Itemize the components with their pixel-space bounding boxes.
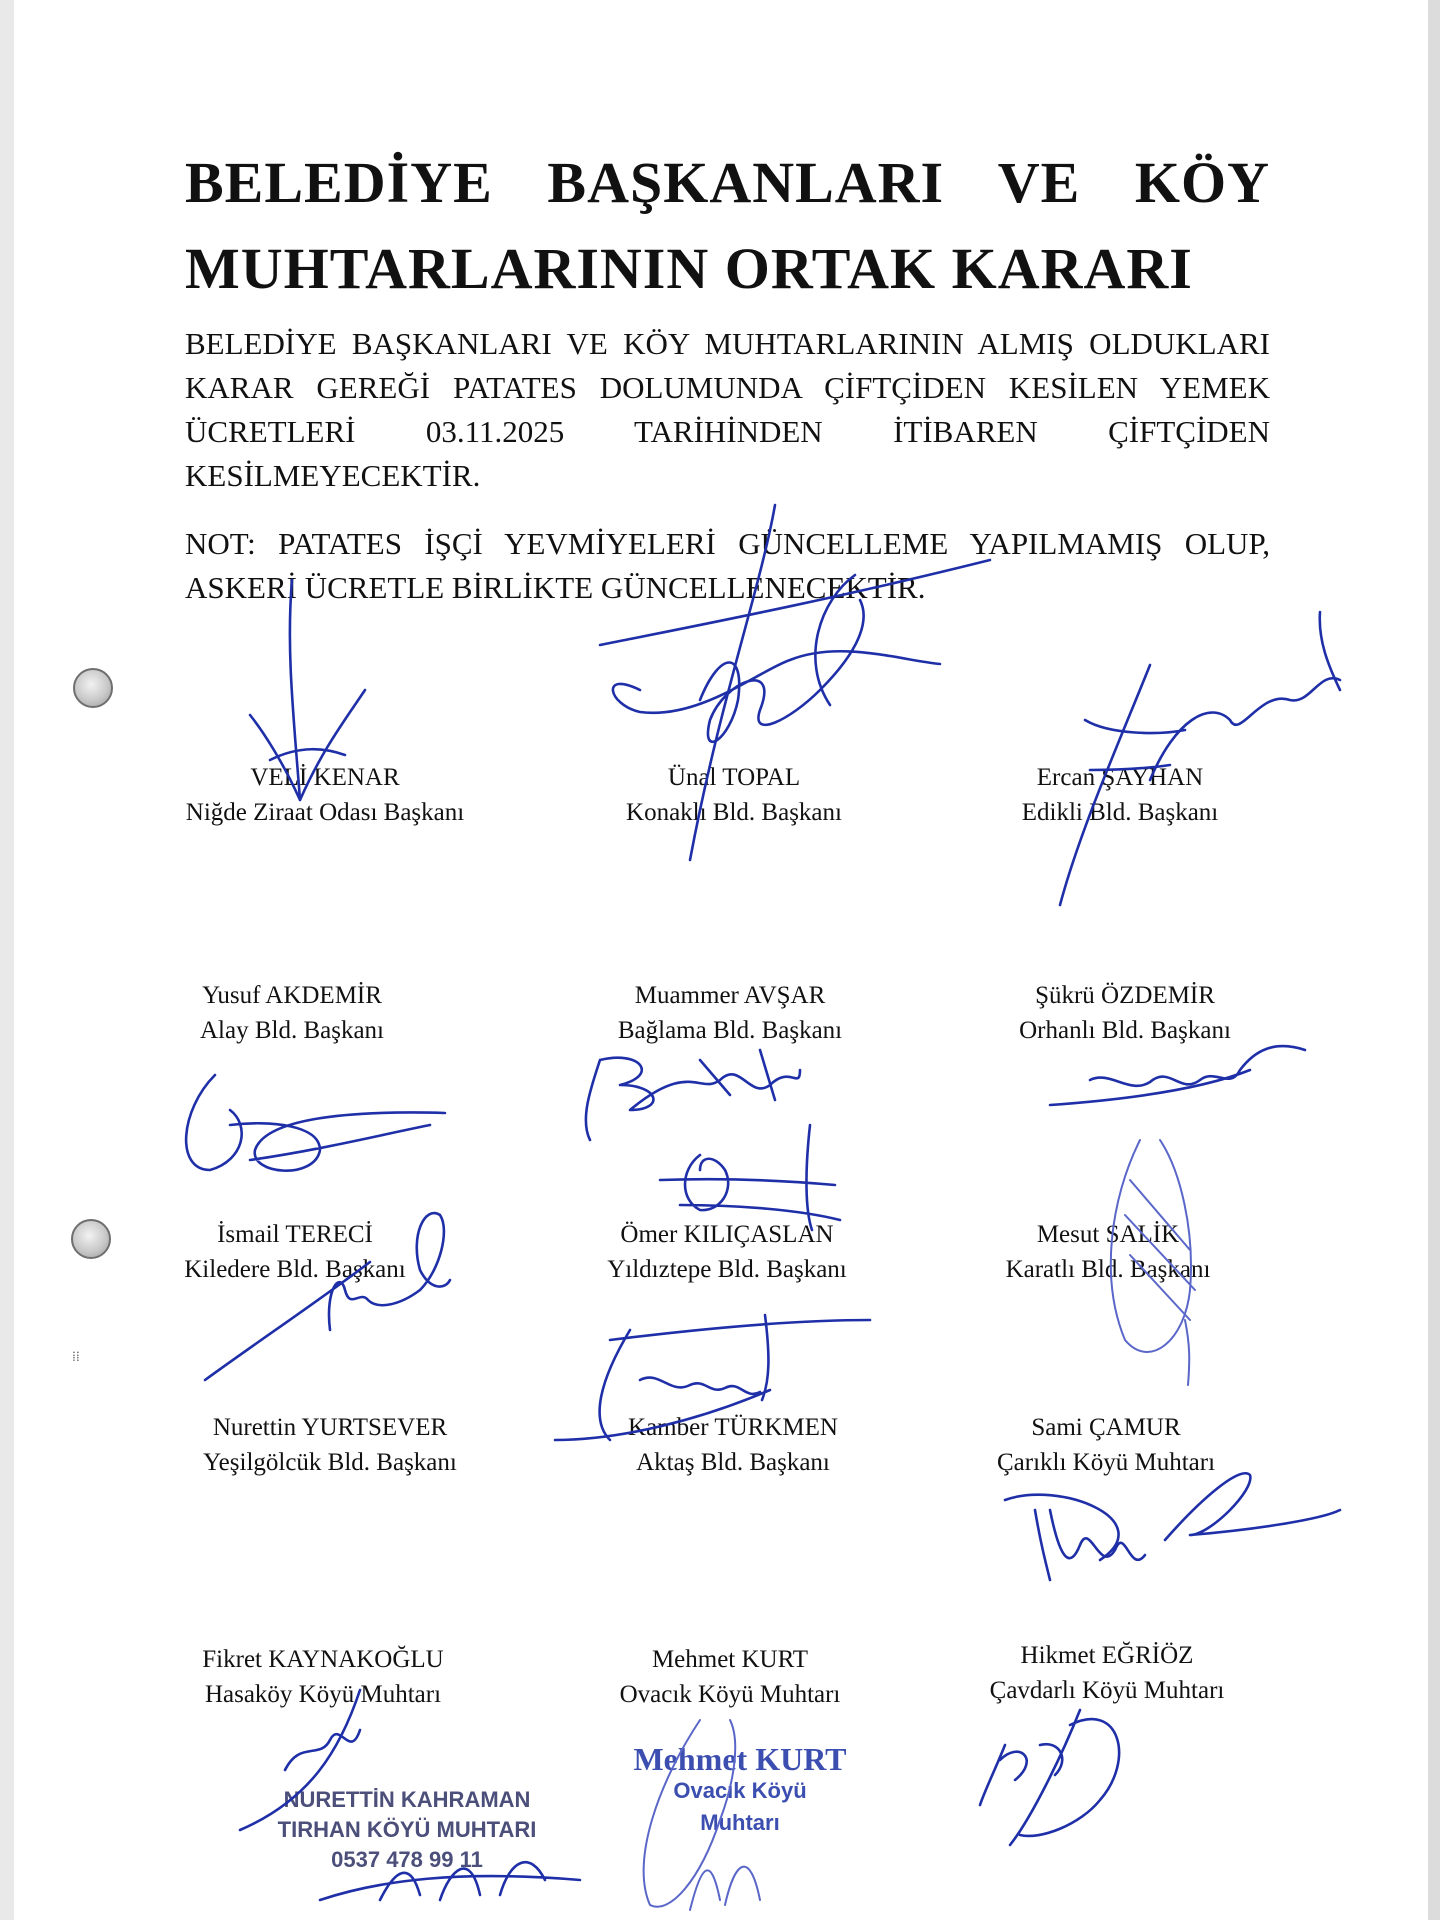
decision-body: BELEDİYE BAŞKANLARI VE KÖY MUHTARLARININ ALMIŞ OLDUKLARI KARAR GEREĞİ PATATES DOLUMUNDA ÇİFTÇİDEN KESİLEN YEMEK ÜCRETLERİ 03.11.2025 TARİHİNDEN İTİBAREN ÇİFTÇİDEN KESİLMEYECEKTİR. [185,326,1270,493]
signatory-title: Karatlı Bld. Başkanı [1005,1256,1211,1283]
signatory-mehmet-kurt [540,1642,920,1712]
signatory-title: Ovacık Köyü Muhtarı [619,1681,841,1708]
stamp-line: TIRHAN KÖYÜ MUHTARI [277,1817,537,1842]
signatory-mesut-salik [918,1217,1298,1287]
paper-speck: ⁞⁞ [72,1350,80,1365]
signature-yusuf-akdemir [186,1075,445,1171]
signature-muammer-avsar [586,1050,800,1140]
signatory-title: Edikli Bld. Başkanı [1021,799,1219,826]
signatory-name: Mesut SALİK [1036,1221,1180,1248]
signatory-ismail-tereci [105,1217,485,1287]
signatory-veli-kenar [135,760,515,830]
title-line-1: BELEDİYE BAŞKANLARI VE KÖY [185,150,1270,215]
stamp-line: NURETTİN KAHRAMAN [283,1787,531,1812]
signatory-unal-topal [544,760,924,830]
signatory-title: Bağlama Bld. Başkanı [617,1017,843,1044]
signature-sami-camur [1005,1473,1340,1580]
stamp-line: Mehmet KURT [633,1741,847,1777]
signatory-title: Kiledere Bld. Başkanı [184,1256,406,1283]
signatory-kamber-turkmen [543,1410,923,1480]
signatory-name: Mehmet KURT [651,1646,809,1673]
signatory-hikmet-egrioz [917,1638,1297,1708]
signatory-name: Fikret KAYNAKOĞLU [202,1646,444,1673]
decision-note: NOT: PATATES İŞÇİ YEVMİYELERİ GÜNCELLEME YAPILMAMIŞ OLUP, ASKERİ ÜCRETLE BİRLİKTE GÜNCELLENECEKTİR. [185,526,1270,605]
signatory-title: Aktaş Bld. Başkanı [636,1449,830,1476]
signatory-nurettin-yurtsever [140,1410,520,1480]
stamp-line: Ovacık Köyü [673,1778,807,1803]
signature-hikmet-egrioz [980,1710,1119,1845]
stamp-line: 0537 478 99 11 [331,1847,483,1872]
signatory-muammer-avsar [540,978,920,1048]
title-line-2: MUHTARLARININ ORTAK KARARI [185,236,1193,301]
signatory-title: Yeşilgölcük Bld. Başkanı [203,1449,457,1476]
stamp-ovacik-muhtar [590,1743,890,1839]
signature-omer-kilicaslan [660,1125,840,1230]
signatory-name: Yusuf AKDEMİR [202,982,382,1009]
signature-sukru-ozdemir [1050,1046,1305,1105]
document-title [185,140,1270,312]
signatory-title: Orhanlı Bld. Başkanı [1019,1017,1231,1044]
signatory-name: Ünal TOPAL [667,764,801,791]
signatory-sami-camur [916,1410,1296,1480]
signatory-sukru-ozdemir [935,978,1315,1048]
page-edge-left [0,0,14,1920]
signatory-omer-kilicaslan [537,1217,917,1287]
signatory-yusuf-akdemir [102,978,482,1048]
signatory-name: Ömer KILIÇASLAN [620,1221,834,1248]
signatory-name: Sami ÇAMUR [1031,1414,1181,1441]
stamp-tirhan-muhtar [222,1785,592,1875]
signatory-name: Hikmet EĞRİÖZ [1020,1642,1194,1669]
signature-ercan-sayhan [1060,612,1340,905]
signatory-name: Muammer AVŞAR [634,982,826,1009]
signatory-title: Çavdarlı Köyü Muhtarı [989,1677,1225,1704]
signatory-name: İsmail TERECİ [217,1221,373,1248]
signatory-fikret-kaynakoglu [133,1642,513,1712]
page-edge-right [1428,0,1440,1920]
signatory-title: Alay Bld. Başkanı [199,1017,384,1044]
signatory-ercan-sayhan [930,760,1310,830]
punch-hole-top [73,668,113,708]
signatory-name: Ercan ŞAYHAN [1036,764,1204,791]
signatory-name: VELİ KENAR [250,764,400,791]
signatory-title: Hasaköy Köyü Muhtarı [204,1681,442,1708]
signatory-name: Nurettin YURTSEVER [212,1414,448,1441]
signatory-title: Yıldıztepe Bld. Başkanı [607,1256,847,1283]
stamp-line: Muhtarı [700,1810,780,1835]
signatory-name: Kamber TÜRKMEN [628,1414,838,1441]
signatory-title: Konaklı Bld. Başkanı [626,799,842,826]
signatory-title: Niğde Ziraat Odası Başkanı [185,799,465,826]
signatory-name: Şükrü ÖZDEMİR [1035,982,1215,1009]
signatory-title: Çarıklı Köyü Muhtarı [996,1449,1216,1476]
